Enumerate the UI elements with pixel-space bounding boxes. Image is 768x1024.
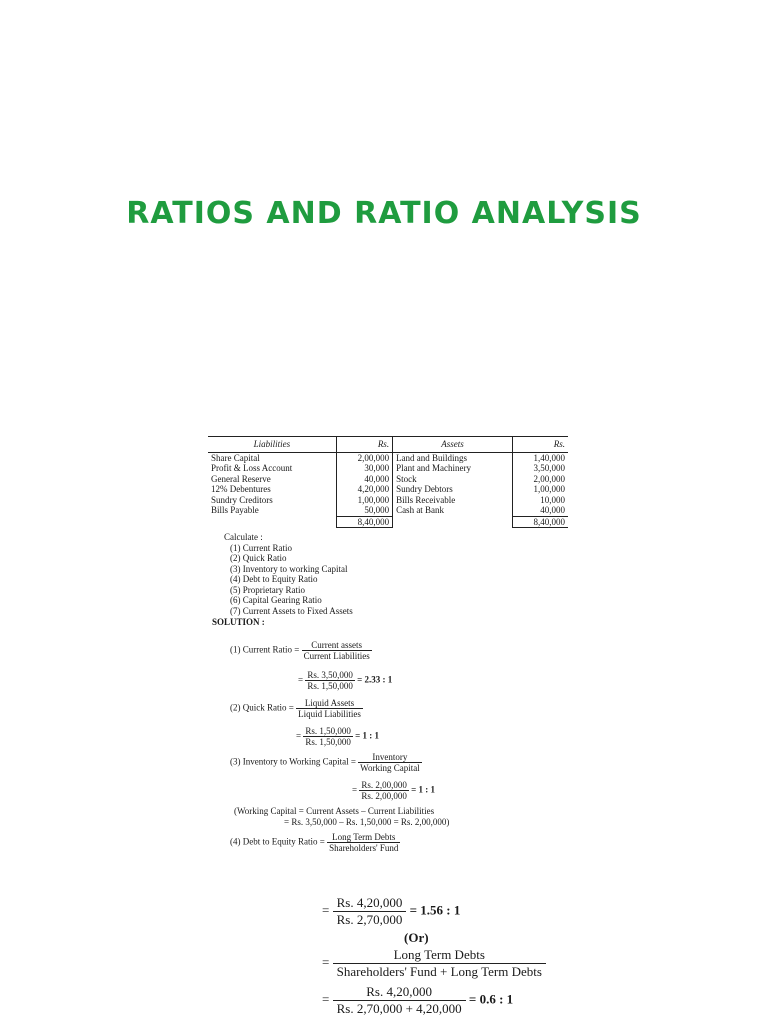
header-assets: Assets: [393, 437, 513, 453]
balance-sheet-table: [208, 436, 568, 528]
total-liabilities: 8,40,000: [336, 516, 392, 528]
or-label: (Or): [404, 930, 429, 945]
result: = 1 : 1: [411, 784, 435, 795]
debt-equity-formula: [230, 832, 400, 853]
fraction: [302, 640, 372, 661]
scanned-solution: [200, 436, 580, 628]
table-row: [208, 505, 568, 516]
asset-amount: 40,000: [512, 505, 568, 516]
fraction: [358, 752, 422, 773]
asset-name: Land and Buildings: [393, 452, 513, 463]
fraction: [333, 984, 466, 1017]
header-liabilities: Liabilities: [208, 437, 336, 453]
liability-amount: 2,00,000: [336, 452, 392, 463]
header-rs: Rs.: [336, 437, 392, 453]
formula-lhs: (4) Debt to Equity Ratio =: [230, 836, 325, 847]
fraction: [296, 698, 363, 719]
table-row: [208, 474, 568, 485]
numerator: Rs. 3,50,000: [307, 670, 353, 680]
result: = 1 : 1: [355, 730, 379, 741]
page-title: RATIOS AND RATIO ANALYSIS: [126, 196, 642, 231]
liability-amount: 1,00,000: [336, 495, 392, 506]
denominator: Rs. 1,50,000: [307, 681, 353, 691]
numerator: Inventory: [358, 752, 422, 763]
list-item: (7) Current Assets to Fixed Assets: [230, 605, 353, 616]
result: = 0.6 : 1: [468, 991, 514, 1007]
fraction: [359, 780, 409, 801]
asset-amount: 2,00,000: [512, 474, 568, 485]
asset-amount: 1,40,000: [512, 452, 568, 463]
result: = 2.33 : 1: [357, 674, 393, 685]
inventory-wc-value: [352, 780, 435, 801]
total-assets: 8,40,000: [512, 516, 568, 528]
asset-amount: 1,00,000: [512, 484, 568, 495]
liability-amount: 4,20,000: [336, 484, 392, 495]
liability-amount: 30,000: [336, 463, 392, 474]
total-row: [208, 516, 568, 528]
debt-equity-value: [322, 895, 460, 928]
numerator: Rs. 4,20,000: [333, 984, 466, 1001]
denominator: Rs. 2,70,000: [336, 912, 403, 927]
formula-lhs: (2) Quick Ratio =: [230, 702, 294, 713]
formula-lhs: (1) Current Ratio =: [230, 644, 300, 655]
numerator: Rs. 1,50,000: [305, 726, 351, 736]
denominator: Shareholders' Fund + Long Term Debts: [336, 964, 542, 979]
numerator: Rs. 2,00,000: [361, 780, 407, 790]
denominator: Working Capital: [360, 763, 420, 773]
fraction: [333, 947, 546, 980]
denominator: Liquid Liabilities: [298, 709, 361, 719]
liability-amount: 40,000: [336, 474, 392, 485]
fraction: [303, 726, 353, 747]
inventory-wc-formula: [230, 752, 422, 773]
fraction: [333, 895, 407, 928]
result: = 1.56 : 1: [409, 902, 461, 918]
calculate-label: Calculate :: [224, 532, 263, 542]
header-rs-2: Rs.: [512, 437, 568, 453]
equals-sign: =: [352, 784, 358, 795]
equals-sign: =: [298, 674, 304, 685]
numerator: Long Term Debts: [327, 832, 400, 843]
quick-ratio-formula: [230, 698, 363, 719]
asset-amount: 10,000: [512, 495, 568, 506]
fraction: [305, 670, 355, 691]
asset-name: Plant and Machinery: [393, 463, 513, 474]
list-item: (5) Proprietary Ratio: [230, 584, 305, 595]
liability-name: General Reserve: [211, 473, 271, 484]
denominator: Current Liabilities: [303, 651, 370, 661]
working-capital-note-2: = Rs. 3,50,000 – Rs. 1,50,000 = Rs. 2,00,000): [284, 817, 450, 827]
table-row: [208, 452, 568, 463]
asset-name: Bills Receivable: [393, 495, 513, 506]
formula-lhs: (3) Inventory to Working Capital =: [230, 756, 356, 767]
debt-equity-alt-formula: [322, 947, 546, 980]
list-item: (2) Quick Ratio: [230, 553, 287, 563]
numerator: Long Term Debts: [333, 947, 546, 964]
list-item: (1) Current Ratio: [230, 542, 292, 553]
liability-name: Profit & Loss Account: [211, 463, 293, 473]
equals-sign: =: [322, 902, 330, 918]
table-row: [208, 484, 568, 495]
denominator: Rs. 1,50,000: [305, 737, 351, 747]
numerator: Liquid Assets: [296, 698, 363, 709]
equals-sign: =: [322, 954, 330, 970]
working-capital-note: (Working Capital = Current Assets – Current Liabilities: [234, 806, 435, 816]
list-item: (3) Inventory to working Capital: [230, 563, 348, 574]
quick-ratio-value: [296, 726, 379, 747]
asset-name: Cash at Bank: [393, 505, 513, 516]
asset-amount: 3,50,000: [512, 463, 568, 474]
debt-equity-alt-value: [322, 984, 513, 1017]
table-header-row: [208, 437, 568, 453]
solution-label: SOLUTION :: [212, 617, 265, 627]
denominator: Shareholders' Fund: [329, 843, 399, 853]
liability-name: Sundry Creditors: [211, 494, 273, 505]
equals-sign: =: [296, 730, 302, 741]
liability-name: Share Capital: [211, 452, 260, 463]
equals-sign: =: [322, 991, 330, 1007]
table-row: [208, 463, 568, 474]
asset-name: Stock: [393, 474, 513, 485]
fraction: [327, 832, 400, 853]
asset-name: Sundry Debtors: [393, 484, 513, 495]
current-ratio-formula: [230, 640, 372, 661]
liability-amount: 50,000: [336, 505, 392, 516]
list-item: (4) Debt to Equity Ratio: [230, 574, 318, 584]
numerator: Current assets: [302, 640, 372, 651]
denominator: Rs. 2,00,000: [361, 791, 407, 801]
liability-name: Bills Payable: [211, 505, 259, 515]
liability-name: 12% Debentures: [211, 484, 271, 494]
list-item: (6) Capital Gearing Ratio: [230, 595, 322, 605]
denominator: Rs. 2,70,000 + 4,20,000: [336, 1001, 462, 1016]
calculate-list: [224, 532, 580, 616]
current-ratio-value: [298, 670, 392, 691]
numerator: Rs. 4,20,000: [333, 895, 407, 912]
table-row: [208, 495, 568, 506]
